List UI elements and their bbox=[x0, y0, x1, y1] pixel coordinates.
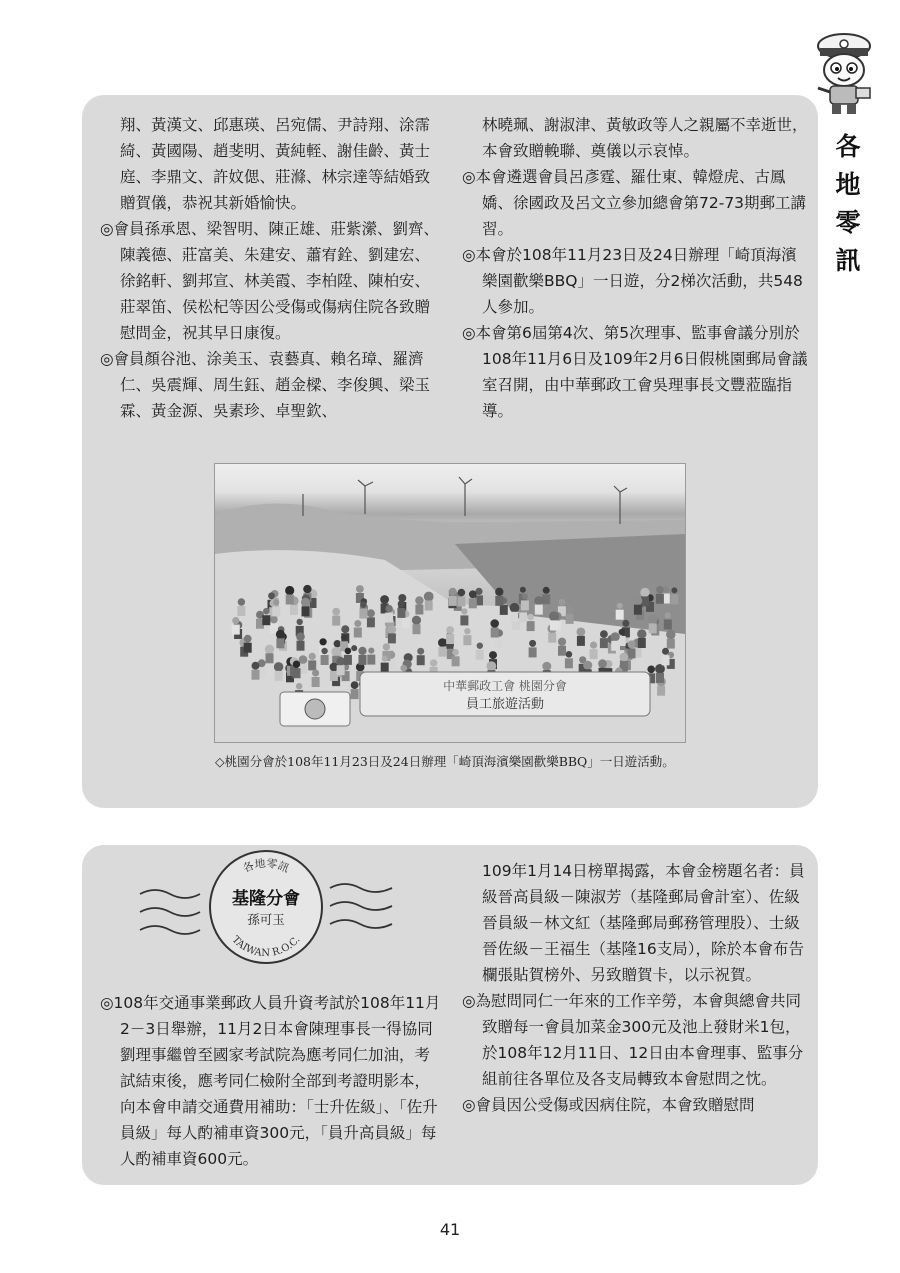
paragraph: ◎為慰問同仁一年來的工作辛勞，本會與總會共同致贈每一會員加菜金300元及池上發財米1包，於108年12月11日、12日由本會理事、監事分組前往各單位及各支局轉致本會慰問之忱。 bbox=[462, 992, 804, 1088]
panel1-left-column bbox=[100, 112, 445, 424]
panel2-left-column bbox=[100, 990, 445, 1172]
stamp-arc-bottom: TAIWAN R.O.C. bbox=[229, 934, 303, 960]
section-title-char: 地 bbox=[835, 170, 861, 199]
paragraph: 109年1月14日榜單揭露，本會金榜題名者：員級晉高員級－陳淑芳（基隆郵局會計室）、佐級晉員級－林文紅（基隆郵局郵務管理股）、士級晉佐級－王福生（基隆16支局），除於本會布告欄張貼賀榜外、另致贈賀卡，以示祝賀。 bbox=[482, 862, 805, 984]
paragraph: ◎本會第6屆第4次、第5次理事、監事會議分別於108年11月6日及109年2月6日假桃園郵局會議室召開，由中華郵政工會吳理事長文豐蒞臨指導。 bbox=[462, 324, 808, 420]
paragraph: 林曉珮、謝淑津、黃敏政等人之親屬不幸逝世，本會致贈輓聯、奠儀以示哀悼。 bbox=[482, 116, 808, 160]
postman-mascot-icon bbox=[808, 30, 880, 118]
section-title-char: 零 bbox=[835, 208, 861, 237]
banner-text-line2: 員工旅遊活動 bbox=[465, 697, 545, 712]
section-title-char: 各 bbox=[835, 132, 861, 161]
group-photo bbox=[215, 464, 685, 742]
photo-caption: ◇桃園分會於108年11月23日及24日辦理「崎頂海濱樂園歡樂BBQ」一日遊活動。 bbox=[215, 754, 675, 769]
paragraph: ◎本會遴選會員呂彥霆、羅仕東、韓燈虎、古鳳嬌、徐國政及呂文立參加總會第72-73期郵工講習。 bbox=[462, 168, 807, 238]
paragraph: ◎會員孫承恩、梁智明、陳正雄、莊紫瀠、劉齊、陳義德、莊富美、朱建安、蕭宥銓、劉建宏、徐銘軒、劉邦宣、林美霞、李柏陞、陳柏安、莊翠笛、侯松杞等因公受傷或傷病住院各致贈慰問金，祝其早日康復。 bbox=[100, 220, 440, 342]
stamp-arc-top: 各地零訊 bbox=[240, 856, 292, 876]
banner-text-line1: 中華郵政工會 桃園分會 bbox=[443, 679, 567, 693]
paragraph: ◎本會於108年11月23日及24日辦理「崎頂海濱樂園歡樂BBQ」一日遊，分2梯次活動，共548人參加。 bbox=[462, 246, 803, 316]
section-title bbox=[828, 128, 868, 280]
panel2-right-column bbox=[462, 858, 810, 1118]
panel1-right-column bbox=[462, 112, 810, 424]
paragraph: ◎會員因公受傷或因病住院，本會致贈慰問 bbox=[462, 1096, 755, 1114]
paragraph: ◎108年交通事業郵政人員升資考試於108年11月2－3日舉辦，11月2日本會陳理事長一得協同劉理事繼曾至國家考試院為應考同仁加油，考試結束後，應考同仁檢附全部到考證明影本，向本會申請交通費用補助：「士升佐級」、「佐升員級」每人酌補車資300元，「員升高員級」每人酌補車資600元。 bbox=[100, 994, 441, 1168]
paragraph: 翔、黃漢文、邱惠瑛、呂宛儒、尹詩翔、涂霈綺、黃國陽、趙斐明、黃純輊、謝佳齡、黃士庭、李鼎文、許妏偲、莊滌、林宗達等結婚致贈賀儀，恭祝其新婚愉快。 bbox=[120, 116, 431, 212]
stamp-title: 基隆分會 bbox=[232, 889, 300, 909]
stamp-author: 孫可玉 bbox=[247, 912, 285, 927]
paragraph: ◎會員顏谷池、涂美玉、袁藝真、賴名璋、羅濟仁、吳震輝、周生鈺、趙金樑、李俊興、梁玉霖、黃金源、吳素珍、卓聖欽、 bbox=[100, 350, 431, 420]
page-number: 41 bbox=[439, 1220, 461, 1239]
section-title-char: 訊 bbox=[835, 246, 861, 275]
postmark-stamp bbox=[130, 850, 410, 970]
